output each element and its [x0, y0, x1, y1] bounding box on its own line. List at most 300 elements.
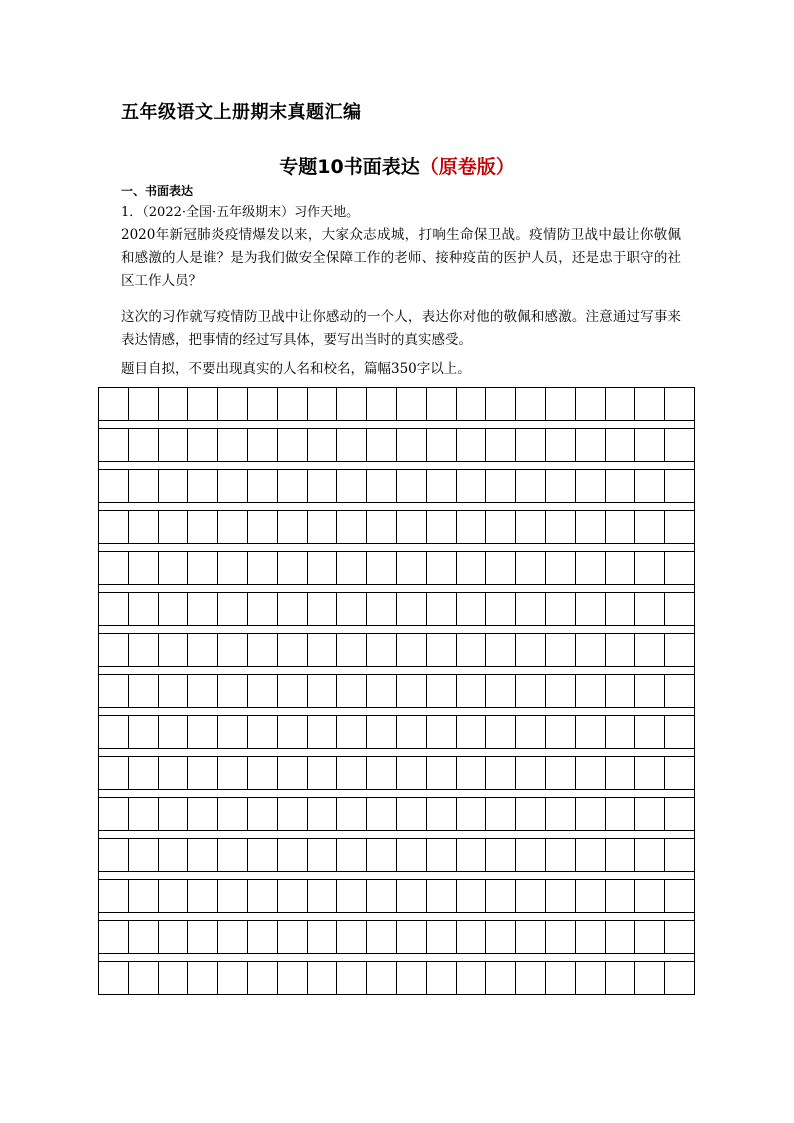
grid-cell[interactable] — [159, 552, 189, 585]
grid-cell[interactable] — [665, 839, 695, 872]
grid-cell[interactable] — [159, 839, 189, 872]
grid-cell[interactable] — [99, 675, 129, 708]
grid-cell[interactable] — [635, 511, 665, 544]
grid-cell[interactable] — [337, 388, 367, 421]
answer-grid[interactable] — [98, 387, 695, 995]
grid-cell[interactable] — [337, 839, 367, 872]
grid-cell[interactable] — [129, 593, 159, 626]
grid-cell[interactable] — [278, 675, 308, 708]
grid-cell[interactable] — [635, 552, 665, 585]
grid-cell[interactable] — [218, 839, 248, 872]
grid-cell[interactable] — [576, 716, 606, 749]
grid-cell[interactable] — [665, 470, 695, 503]
grid-cell[interactable] — [159, 716, 189, 749]
grid-cell[interactable] — [486, 593, 516, 626]
grid-cell[interactable] — [486, 552, 516, 585]
grid-cell[interactable] — [546, 880, 576, 913]
grid-cell[interactable] — [635, 839, 665, 872]
grid-cell[interactable] — [516, 757, 546, 790]
grid-cell[interactable] — [188, 757, 218, 790]
grid-cell[interactable] — [367, 634, 397, 667]
grid-cell[interactable] — [457, 634, 487, 667]
grid-cell[interactable] — [188, 716, 218, 749]
grid-cell[interactable] — [397, 839, 427, 872]
grid-cell[interactable] — [367, 921, 397, 954]
grid-cell[interactable] — [248, 962, 278, 995]
grid-cell[interactable] — [516, 798, 546, 831]
grid-cell[interactable] — [665, 798, 695, 831]
grid-cell[interactable] — [546, 962, 576, 995]
grid-cell[interactable] — [606, 429, 636, 462]
grid-cell[interactable] — [427, 716, 457, 749]
grid-cell[interactable] — [159, 429, 189, 462]
grid-cell[interactable] — [427, 757, 457, 790]
grid-cell[interactable] — [546, 757, 576, 790]
grid-cell[interactable] — [576, 675, 606, 708]
grid-cell[interactable] — [188, 921, 218, 954]
grid-cell[interactable] — [606, 593, 636, 626]
grid-cell[interactable] — [397, 552, 427, 585]
grid-cell[interactable] — [397, 798, 427, 831]
grid-cell[interactable] — [367, 798, 397, 831]
grid-cell[interactable] — [635, 757, 665, 790]
grid-cell[interactable] — [218, 470, 248, 503]
grid-cell[interactable] — [546, 921, 576, 954]
grid-cell[interactable] — [337, 880, 367, 913]
grid-cell[interactable] — [665, 921, 695, 954]
grid-cell[interactable] — [99, 470, 129, 503]
grid-cell[interactable] — [457, 757, 487, 790]
grid-cell[interactable] — [337, 470, 367, 503]
grid-cell[interactable] — [516, 593, 546, 626]
grid-cell[interactable] — [218, 511, 248, 544]
grid-cell[interactable] — [576, 880, 606, 913]
grid-cell[interactable] — [99, 962, 129, 995]
grid-cell[interactable] — [308, 716, 338, 749]
grid-cell[interactable] — [427, 511, 457, 544]
grid-cell[interactable] — [457, 675, 487, 708]
grid-cell[interactable] — [486, 921, 516, 954]
grid-cell[interactable] — [278, 798, 308, 831]
grid-cell[interactable] — [337, 962, 367, 995]
grid-cell[interactable] — [546, 552, 576, 585]
grid-cell[interactable] — [278, 962, 308, 995]
grid-cell[interactable] — [457, 593, 487, 626]
grid-cell[interactable] — [248, 757, 278, 790]
grid-cell[interactable] — [516, 675, 546, 708]
grid-cell[interactable] — [278, 634, 308, 667]
grid-cell[interactable] — [367, 470, 397, 503]
grid-cell[interactable] — [218, 388, 248, 421]
grid-cell[interactable] — [367, 552, 397, 585]
grid-cell[interactable] — [665, 757, 695, 790]
grid-cell[interactable] — [218, 921, 248, 954]
grid-cell[interactable] — [606, 388, 636, 421]
grid-cell[interactable] — [278, 839, 308, 872]
grid-cell[interactable] — [397, 880, 427, 913]
grid-cell[interactable] — [546, 511, 576, 544]
grid-cell[interactable] — [397, 675, 427, 708]
grid-cell[interactable] — [635, 675, 665, 708]
grid-cell[interactable] — [576, 921, 606, 954]
grid-cell[interactable] — [635, 716, 665, 749]
grid-cell[interactable] — [337, 716, 367, 749]
grid-cell[interactable] — [427, 429, 457, 462]
grid-cell[interactable] — [516, 716, 546, 749]
grid-cell[interactable] — [159, 798, 189, 831]
grid-cell[interactable] — [606, 798, 636, 831]
grid-cell[interactable] — [576, 634, 606, 667]
grid-cell[interactable] — [278, 757, 308, 790]
grid-cell[interactable] — [248, 798, 278, 831]
grid-cell[interactable] — [576, 757, 606, 790]
grid-cell[interactable] — [457, 962, 487, 995]
grid-cell[interactable] — [337, 552, 367, 585]
grid-cell[interactable] — [159, 675, 189, 708]
grid-cell[interactable] — [99, 511, 129, 544]
grid-cell[interactable] — [665, 675, 695, 708]
grid-cell[interactable] — [635, 634, 665, 667]
grid-cell[interactable] — [129, 839, 159, 872]
grid-cell[interactable] — [99, 757, 129, 790]
grid-cell[interactable] — [606, 880, 636, 913]
grid-cell[interactable] — [516, 552, 546, 585]
grid-cell[interactable] — [278, 593, 308, 626]
grid-cell[interactable] — [546, 634, 576, 667]
grid-cell[interactable] — [308, 880, 338, 913]
grid-cell[interactable] — [427, 675, 457, 708]
grid-cell[interactable] — [308, 675, 338, 708]
grid-cell[interactable] — [129, 429, 159, 462]
grid-cell[interactable] — [308, 921, 338, 954]
grid-cell[interactable] — [99, 388, 129, 421]
grid-cell[interactable] — [486, 429, 516, 462]
grid-cell[interactable] — [635, 798, 665, 831]
grid-cell[interactable] — [367, 675, 397, 708]
grid-cell[interactable] — [99, 921, 129, 954]
grid-cell[interactable] — [546, 388, 576, 421]
grid-cell[interactable] — [606, 921, 636, 954]
grid-cell[interactable] — [337, 429, 367, 462]
grid-cell[interactable] — [427, 880, 457, 913]
grid-cell[interactable] — [218, 675, 248, 708]
grid-cell[interactable] — [248, 880, 278, 913]
grid-cell[interactable] — [606, 716, 636, 749]
grid-cell[interactable] — [99, 552, 129, 585]
grid-cell[interactable] — [337, 675, 367, 708]
grid-cell[interactable] — [635, 880, 665, 913]
grid-cell[interactable] — [486, 839, 516, 872]
grid-cell[interactable] — [367, 388, 397, 421]
grid-cell[interactable] — [635, 470, 665, 503]
grid-cell[interactable] — [665, 552, 695, 585]
grid-cell[interactable] — [99, 839, 129, 872]
grid-cell[interactable] — [159, 921, 189, 954]
grid-cell[interactable] — [308, 798, 338, 831]
grid-cell[interactable] — [159, 880, 189, 913]
grid-cell[interactable] — [278, 388, 308, 421]
grid-cell[interactable] — [427, 839, 457, 872]
grid-cell[interactable] — [576, 593, 606, 626]
grid-cell[interactable] — [576, 962, 606, 995]
grid-cell[interactable] — [486, 388, 516, 421]
grid-cell[interactable] — [129, 552, 159, 585]
grid-cell[interactable] — [188, 429, 218, 462]
grid-cell[interactable] — [248, 470, 278, 503]
grid-cell[interactable] — [576, 798, 606, 831]
grid-cell[interactable] — [218, 593, 248, 626]
grid-cell[interactable] — [188, 552, 218, 585]
grid-cell[interactable] — [99, 798, 129, 831]
grid-cell[interactable] — [308, 593, 338, 626]
grid-cell[interactable] — [486, 634, 516, 667]
grid-cell[interactable] — [427, 634, 457, 667]
grid-cell[interactable] — [99, 634, 129, 667]
grid-cell[interactable] — [308, 634, 338, 667]
grid-cell[interactable] — [665, 634, 695, 667]
grid-cell[interactable] — [367, 593, 397, 626]
grid-cell[interactable] — [546, 429, 576, 462]
grid-cell[interactable] — [516, 429, 546, 462]
grid-cell[interactable] — [337, 634, 367, 667]
grid-cell[interactable] — [188, 798, 218, 831]
grid-cell[interactable] — [397, 593, 427, 626]
grid-cell[interactable] — [99, 716, 129, 749]
grid-cell[interactable] — [397, 921, 427, 954]
grid-cell[interactable] — [606, 634, 636, 667]
grid-cell[interactable] — [159, 593, 189, 626]
grid-cell[interactable] — [665, 593, 695, 626]
grid-cell[interactable] — [546, 470, 576, 503]
grid-cell[interactable] — [606, 962, 636, 995]
grid-cell[interactable] — [367, 839, 397, 872]
grid-cell[interactable] — [516, 634, 546, 667]
grid-cell[interactable] — [248, 429, 278, 462]
grid-cell[interactable] — [486, 716, 516, 749]
grid-cell[interactable] — [486, 880, 516, 913]
grid-cell[interactable] — [159, 511, 189, 544]
grid-cell[interactable] — [457, 511, 487, 544]
grid-cell[interactable] — [337, 757, 367, 790]
grid-cell[interactable] — [486, 798, 516, 831]
grid-cell[interactable] — [367, 716, 397, 749]
grid-cell[interactable] — [397, 511, 427, 544]
grid-cell[interactable] — [367, 429, 397, 462]
grid-cell[interactable] — [218, 757, 248, 790]
grid-cell[interactable] — [188, 511, 218, 544]
grid-cell[interactable] — [457, 716, 487, 749]
grid-cell[interactable] — [665, 962, 695, 995]
grid-cell[interactable] — [129, 757, 159, 790]
grid-cell[interactable] — [516, 962, 546, 995]
grid-cell[interactable] — [99, 429, 129, 462]
grid-cell[interactable] — [308, 511, 338, 544]
grid-cell[interactable] — [457, 921, 487, 954]
grid-cell[interactable] — [248, 552, 278, 585]
grid-cell[interactable] — [546, 716, 576, 749]
grid-cell[interactable] — [188, 880, 218, 913]
grid-cell[interactable] — [397, 757, 427, 790]
grid-cell[interactable] — [516, 470, 546, 503]
grid-cell[interactable] — [516, 921, 546, 954]
grid-cell[interactable] — [546, 593, 576, 626]
grid-cell[interactable] — [129, 675, 159, 708]
grid-cell[interactable] — [129, 962, 159, 995]
grid-cell[interactable] — [99, 880, 129, 913]
grid-cell[interactable] — [188, 675, 218, 708]
grid-cell[interactable] — [427, 593, 457, 626]
grid-cell[interactable] — [665, 511, 695, 544]
grid-cell[interactable] — [188, 634, 218, 667]
grid-cell[interactable] — [427, 388, 457, 421]
grid-cell[interactable] — [308, 388, 338, 421]
grid-cell[interactable] — [248, 839, 278, 872]
grid-cell[interactable] — [457, 839, 487, 872]
grid-cell[interactable] — [665, 388, 695, 421]
grid-cell[interactable] — [457, 388, 487, 421]
grid-cell[interactable] — [635, 921, 665, 954]
grid-cell[interactable] — [427, 962, 457, 995]
grid-cell[interactable] — [99, 593, 129, 626]
grid-cell[interactable] — [308, 962, 338, 995]
grid-cell[interactable] — [457, 429, 487, 462]
grid-cell[interactable] — [427, 470, 457, 503]
grid-cell[interactable] — [248, 921, 278, 954]
grid-cell[interactable] — [218, 429, 248, 462]
grid-cell[interactable] — [665, 429, 695, 462]
grid-cell[interactable] — [248, 634, 278, 667]
grid-cell[interactable] — [188, 470, 218, 503]
grid-cell[interactable] — [576, 470, 606, 503]
grid-cell[interactable] — [397, 634, 427, 667]
grid-cell[interactable] — [606, 839, 636, 872]
grid-cell[interactable] — [397, 962, 427, 995]
grid-cell[interactable] — [397, 716, 427, 749]
grid-cell[interactable] — [337, 921, 367, 954]
grid-cell[interactable] — [278, 716, 308, 749]
grid-cell[interactable] — [606, 511, 636, 544]
grid-cell[interactable] — [427, 921, 457, 954]
grid-cell[interactable] — [635, 388, 665, 421]
grid-cell[interactable] — [337, 593, 367, 626]
grid-cell[interactable] — [486, 675, 516, 708]
grid-cell[interactable] — [457, 470, 487, 503]
grid-cell[interactable] — [427, 798, 457, 831]
grid-cell[interactable] — [457, 880, 487, 913]
grid-cell[interactable] — [486, 962, 516, 995]
grid-cell[interactable] — [337, 511, 367, 544]
grid-cell[interactable] — [576, 388, 606, 421]
grid-cell[interactable] — [397, 388, 427, 421]
grid-cell[interactable] — [248, 675, 278, 708]
grid-cell[interactable] — [218, 634, 248, 667]
grid-cell[interactable] — [248, 388, 278, 421]
grid-cell[interactable] — [367, 880, 397, 913]
grid-cell[interactable] — [308, 470, 338, 503]
grid-cell[interactable] — [159, 388, 189, 421]
grid-cell[interactable] — [248, 511, 278, 544]
grid-cell[interactable] — [218, 962, 248, 995]
grid-cell[interactable] — [218, 880, 248, 913]
grid-cell[interactable] — [159, 962, 189, 995]
grid-cell[interactable] — [367, 962, 397, 995]
grid-cell[interactable] — [397, 470, 427, 503]
grid-cell[interactable] — [159, 634, 189, 667]
grid-cell[interactable] — [665, 716, 695, 749]
grid-cell[interactable] — [635, 429, 665, 462]
grid-cell[interactable] — [188, 962, 218, 995]
grid-cell[interactable] — [337, 798, 367, 831]
grid-cell[interactable] — [665, 880, 695, 913]
grid-cell[interactable] — [218, 716, 248, 749]
grid-cell[interactable] — [129, 880, 159, 913]
grid-cell[interactable] — [129, 470, 159, 503]
grid-cell[interactable] — [516, 839, 546, 872]
grid-cell[interactable] — [159, 757, 189, 790]
grid-cell[interactable] — [516, 388, 546, 421]
grid-cell[interactable] — [546, 839, 576, 872]
grid-cell[interactable] — [606, 675, 636, 708]
grid-cell[interactable] — [308, 839, 338, 872]
grid-cell[interactable] — [457, 798, 487, 831]
grid-cell[interactable] — [397, 429, 427, 462]
grid-cell[interactable] — [129, 511, 159, 544]
grid-cell[interactable] — [546, 798, 576, 831]
grid-cell[interactable] — [278, 552, 308, 585]
grid-cell[interactable] — [218, 552, 248, 585]
grid-cell[interactable] — [576, 511, 606, 544]
grid-cell[interactable] — [516, 511, 546, 544]
grid-cell[interactable] — [486, 757, 516, 790]
grid-cell[interactable] — [278, 429, 308, 462]
grid-cell[interactable] — [516, 880, 546, 913]
grid-cell[interactable] — [486, 470, 516, 503]
grid-cell[interactable] — [546, 675, 576, 708]
grid-cell[interactable] — [248, 593, 278, 626]
grid-cell[interactable] — [129, 634, 159, 667]
grid-cell[interactable] — [129, 716, 159, 749]
grid-cell[interactable] — [278, 880, 308, 913]
grid-cell[interactable] — [129, 798, 159, 831]
grid-cell[interactable] — [486, 511, 516, 544]
grid-cell[interactable] — [278, 470, 308, 503]
grid-cell[interactable] — [576, 552, 606, 585]
grid-cell[interactable] — [188, 839, 218, 872]
grid-cell[interactable] — [308, 757, 338, 790]
grid-cell[interactable] — [606, 470, 636, 503]
grid-cell[interactable] — [576, 429, 606, 462]
grid-cell[interactable] — [635, 962, 665, 995]
grid-cell[interactable] — [278, 921, 308, 954]
grid-cell[interactable] — [218, 798, 248, 831]
grid-cell[interactable] — [129, 388, 159, 421]
grid-cell[interactable] — [635, 593, 665, 626]
grid-cell[interactable] — [248, 716, 278, 749]
grid-cell[interactable] — [457, 552, 487, 585]
grid-cell[interactable] — [129, 921, 159, 954]
grid-cell[interactable] — [308, 429, 338, 462]
grid-cell[interactable] — [367, 757, 397, 790]
grid-cell[interactable] — [427, 552, 457, 585]
grid-cell[interactable] — [308, 552, 338, 585]
grid-cell[interactable] — [188, 593, 218, 626]
grid-cell[interactable] — [606, 757, 636, 790]
grid-cell[interactable] — [367, 511, 397, 544]
grid-cell[interactable] — [278, 511, 308, 544]
grid-cell[interactable] — [606, 552, 636, 585]
grid-cell[interactable] — [188, 388, 218, 421]
grid-cell[interactable] — [159, 470, 189, 503]
